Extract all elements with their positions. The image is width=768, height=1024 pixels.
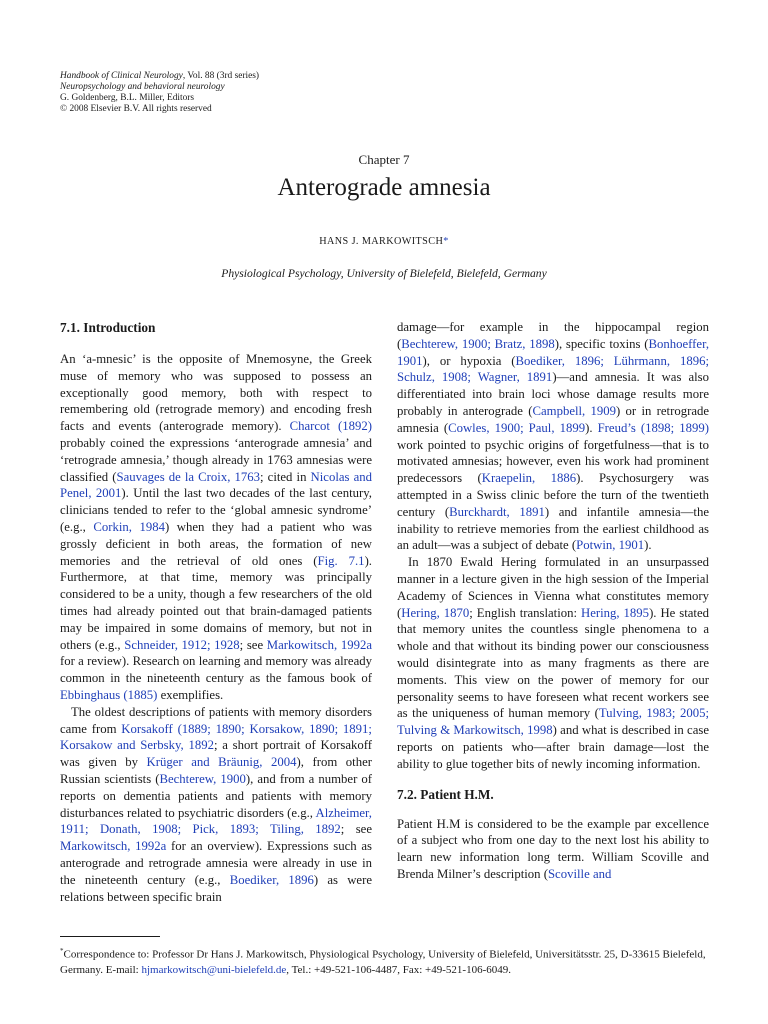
citation-link[interactable]: Nicolas and Penel, 2001 [60, 469, 372, 501]
paragraph: The oldest descriptions of patients with memory disorders came from Korsakoff (1889; 1890; Korsakow, 1890; 1891; Korsakow and Serbsky, 1892; a short portrait of Korsakoff was given by Krüger and Bräunig, 2004), from other Russian scientists (Bechterew, 1900), and from a number of reports on dementia patients and patients with memory disturbances related to psychiatric disorders (e.g., Alzheimer, 1911; Donath, 1908; Pick, 1893; Tiling, 1892; see Markowitsch, 1992a for an overview). Expressions such as anterograde and retrograde amnesia were already in use in the nineteenth century (e.g., Boediker, 1896) as were relations between specific brain [60, 704, 373, 904]
citation-link[interactable]: Charcot (1892) [289, 419, 373, 434]
footnote: *Correspondence to: Professor Dr Hans J. Markowitsch, Physiological Psychology, University of Bielefeld, Universitätsstr. 25, D-33615 Bielefeld, Germany. E-mail: hjmarkowitsch@uni-bielefeld.de, Tel.: +49-521-106-4487, Fax: +49-521-106-6049. [60, 947, 706, 977]
author-footnote-link[interactable]: * [443, 236, 449, 247]
author-affiliation: Physiological Psychology, University of Bielefeld, Bielefeld, Germany [221, 267, 547, 280]
running-header [60, 71, 259, 115]
citation-link[interactable]: Bonhoeffer, 1901 [397, 336, 710, 368]
citation-link[interactable]: Sauvages de la Croix, 1763 [116, 469, 261, 484]
citation-link[interactable]: Freud’s (1898; 1899) [597, 420, 709, 435]
citation-link[interactable]: Hering, 1895 [581, 605, 650, 620]
book-subtitle: Neuropsychology and behavioral neurology [60, 82, 225, 92]
footnote-divider [60, 936, 160, 937]
section-heading-introduction: 7.1. Introduction [60, 320, 156, 335]
chapter-label: Chapter 7 [358, 152, 410, 167]
chapter-title: Anterograde amnesia [277, 174, 491, 201]
citation-link[interactable]: Corkin, 1984 [93, 519, 165, 534]
footnote-mark: * [60, 947, 64, 955]
citation-link[interactable]: Hering, 1870 [401, 605, 470, 620]
citation-link[interactable]: Tulving, 1983; 2005; Tulving & Markowitsch, 1998 [397, 706, 709, 738]
left-column [60, 319, 372, 905]
paragraph: In 1870 Ewald Hering formulated in an unsurpassed manner in a lecture given in the high session of the Imperial Academy of Sciences in Vienna what constitutes memory (Hering, 1870; English translation: Hering, 1895). He stated that memory unites the countless single phenomena to a whole and that without its binding power our consciousness would disintegrate into as many fragments as there are moments. This view on the power of memory for our personality seems to have foreseen what recent workers see as the uniqueness of human memory (Tulving, 1983; 2005; Tulving & Markowitsch, 1998) and what is described in case reports on patients who—after brain damage—lost the ability to glue together bits of newly incoming information. [397, 555, 709, 771]
paragraph: damage—for example in the hippocampal region (Bechterew, 1900; Bratz, 1898), specific toxins (Bonhoeffer, 1901), or hypoxia (Boediker, 1896; Lührmann, 1896; Schulz, 1908; Wagner, 1891)—and amnesia. It was also differentiated into brain loci whose damage results more probably in anterograde (Campbell, 1909) or in retrograde amnesia (Cowles, 1900; Paul, 1899). Freud’s (1898; 1899) work pointed to psychic origins of forgetfulness—that is to motivated amnesias; however, even his work had prominent predecessors (Kraepelin, 1886). Psychosurgery was attempted in a Swiss clinic before the turn of the twentieth century (Burckhardt, 1891) and infantile amnesia—the inability to retrieve memories from the earliest childhood as an adult—was a subject of debate (Potwin, 1901). [397, 320, 710, 553]
citation-link[interactable]: Potwin, 1901 [576, 538, 645, 553]
citation-link[interactable]: Markowitsch, 1992a [266, 637, 372, 652]
book-editors: G. Goldenberg, B.L. Miller, Editors [60, 93, 195, 103]
citation-link[interactable]: Burckhardt, 1891 [449, 504, 545, 519]
citation-link[interactable]: Markowitsch, 1992a [60, 839, 167, 854]
paragraph: An ‘a-mnesic’ is the opposite of Mnemosyne, the Greek muse of memory who was supposed to possess an exceptionally good memory, both with respect to remembering old (retrograde memory) and encoding fresh facts and events (anterograde memory). Charcot (1892) probably coined the expressions ‘anterograde amnesia’ and ‘retrograde amnesia,’ though already in 1763 amnesias were classified (Sauvages de la Croix, 1763; cited in Nicolas and Penel, 2001). Until the last two decades of the last century, clinicians tended to refer to the ‘global amnesic syndrome’ (e.g., Corkin, 1984) when they had a patient who was grossly deficient in both areas, the formation of new memories and the retrieval of old ones (Fig. 7.1). Furthermore, at that time, memory was principally considered to be a unity, though a few researchers of the old times had already pointed out that brain-damaged patients may be impaired in some domains of memory, but not in others (e.g., Schneider, 1912; 1928; see Markowitsch, 1992a for a review). Research on learning and memory was already common in the nineteenth century as the famous book of Ebbinghaus (1885) exemplifies. [60, 352, 373, 702]
section-heading-patient-hm: 7.2. Patient H.M. [397, 786, 494, 802]
citation-link[interactable]: Bechterew, 1900; Bratz, 1898 [401, 336, 555, 351]
citation-link[interactable]: Schneider, 1912; 1928 [124, 637, 240, 652]
author-name: HANS J. MARKOWITSCH [319, 236, 444, 247]
citation-link[interactable]: Krüger and Bräunig, 2004 [146, 755, 297, 770]
figure-link[interactable]: Fig. 7.1 [317, 553, 365, 568]
author-line [0, 236, 768, 247]
paragraph: Patient H.M is considered to be the example par excellence of a subject who from one day to the next lost his ability to learn new information long term. William Scoville and Brenda Milner’s description (Scoville and [397, 816, 709, 881]
book-volume: , Vol. 88 (3rd series) [182, 71, 260, 81]
email-link[interactable]: hjmarkowitsch@uni-bielefeld.de [141, 964, 287, 977]
citation-link[interactable]: Campbell, 1909 [532, 403, 617, 418]
citation-link[interactable]: Bechterew, 1900 [159, 771, 246, 786]
citation-link[interactable]: Boediker, 1896 [229, 872, 314, 887]
book-line [60, 71, 259, 82]
book-title: Handbook of Clinical Neurology [60, 71, 183, 81]
citation-link[interactable]: Ebbinghaus (1885) [60, 687, 158, 702]
right-column [397, 319, 709, 883]
citation-link[interactable]: Korsakoff (1889; 1890; Korsakow, 1890; 1891; Korsakow and Serbsky, 1892 [60, 721, 372, 753]
citation-link[interactable]: Kraepelin, 1886 [481, 471, 577, 486]
citation-link[interactable]: Boediker, 1896; Lührmann, 1896; Schulz, 1908; Wagner, 1891 [397, 353, 709, 385]
citation-link[interactable]: Cowles, 1900; Paul, 1899 [448, 420, 586, 435]
book-copyright: © 2008 Elsevier B.V. All rights reserved [60, 104, 212, 114]
citation-link[interactable]: Scoville and [547, 866, 612, 881]
citation-link[interactable]: Alzheimer, 1911; Donath, 1908; Pick, 1893; Tiling, 1892 [60, 805, 372, 837]
